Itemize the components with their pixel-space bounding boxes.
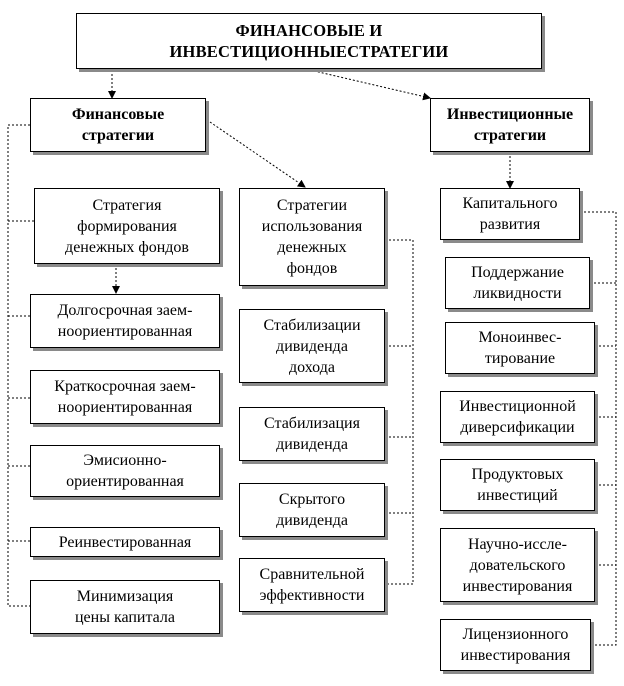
investment-item-label: Продуктовых инвестиций (471, 466, 564, 504)
investment-item (440, 459, 595, 511)
usage-item (239, 309, 385, 383)
investment-item (445, 322, 595, 374)
financial-strategies-label: Финансовые стратегии (71, 106, 165, 144)
formation-item-label: Краткосрочная заем- ноориентированная (54, 378, 196, 416)
title-box (76, 13, 542, 69)
diagram-title: ФИНАНСОВЫЕ И ИНВЕСТИЦИОННЫЕСТРАТЕГИИ (169, 21, 449, 61)
usage-strategy-box (239, 188, 385, 286)
formation-item-label: Реинвестированная (58, 533, 192, 551)
investment-item-label: Научно-иссле- довательского инвестирования (462, 535, 573, 595)
formation-item (30, 580, 220, 634)
usage-item-label: Стабилизации дивиденда дохода (263, 316, 361, 376)
investment-item (440, 188, 580, 240)
investment-item-label: Моноинвес- тирование (478, 329, 562, 367)
usage-strategy-label: Стратегии использования денежных фондов (261, 197, 363, 277)
formation-item-label: Долгосрочная заем- ноориентированная (57, 302, 193, 340)
usage-item (239, 558, 385, 612)
usage-item-label: Стабилизация дивиденда (264, 415, 360, 453)
usage-item (239, 407, 385, 461)
formation-item (30, 527, 220, 557)
financial-strategies-header (30, 98, 206, 152)
investment-item-label: Лицензионного инвестирования (460, 626, 571, 664)
investment-item-label: Поддержание ликвидности (471, 264, 564, 302)
usage-item (239, 483, 385, 537)
investment-item (440, 391, 595, 443)
formation-item-label: Эмисионно- ориентированная (66, 452, 184, 490)
investment-strategies-header (430, 98, 590, 152)
investment-item (440, 528, 595, 602)
investment-item-label: Капитального развития (462, 195, 558, 233)
formation-strategy-label: Стратегия формирования денежных фондов (65, 196, 189, 256)
usage-item-label: Сравнительной эффективности (259, 566, 365, 604)
investment-item (445, 257, 590, 309)
formation-item (30, 445, 220, 497)
usage-item-label: Скрытого дивиденда (276, 491, 348, 529)
formation-item (30, 370, 220, 424)
formation-strategy-box (34, 188, 220, 264)
investment-item-label: Инвестиционной диверсификации (459, 398, 576, 436)
investment-item (440, 619, 591, 671)
formation-item-label: Минимизация цены капитала (74, 588, 176, 626)
investment-strategies-label: Инвестиционные стратегии (446, 106, 574, 144)
formation-item (30, 294, 220, 348)
